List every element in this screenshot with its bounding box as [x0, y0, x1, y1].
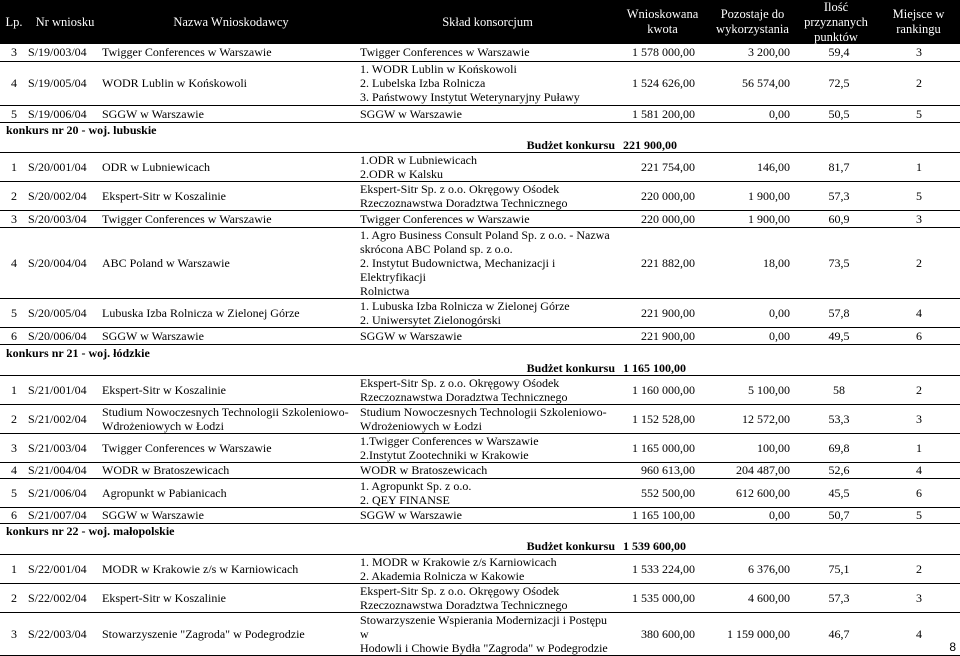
cell-sklad-konsorcjum: 1. WODR Lublin w Końskowoli 2. Lubelska Izba Rolnicza 3. Państwowy Instytut Weterynaryjny Puławy — [360, 61, 615, 105]
cell-lp: 1 — [0, 153, 28, 182]
cell-nazwa-wnioskodawcy: WODR Lublin w Końskowoli — [102, 61, 360, 105]
cell-nr-wniosku: S/19/005/04 — [28, 61, 102, 105]
cell-pozostaje: 1 159 000,00 — [703, 612, 800, 655]
header-miejsce: Miejsce w rankingu — [892, 7, 945, 36]
cell-ilosc-punktow: 58 — [800, 375, 878, 404]
cell-pozostaje: 1 900,00 — [703, 182, 800, 211]
cell-ilosc-punktow: 57,3 — [800, 583, 878, 612]
cell-ilosc-punktow: 59,4 — [800, 44, 878, 61]
cell-pozostaje: 612 600,00 — [703, 478, 800, 507]
cell-wnioskowana-kwota: 1 160 000,00 — [615, 375, 703, 404]
table-row — [0, 328, 960, 345]
cell-pozostaje: 3 200,00 — [703, 44, 800, 61]
cell-pozostaje: 6 376,00 — [703, 554, 800, 583]
header-wnioskowana-kwota: Wnioskowana kwota — [626, 7, 699, 36]
table-row — [0, 228, 960, 299]
cell-pozostaje: 56 574,00 — [703, 61, 800, 105]
table-row — [0, 153, 960, 182]
cell-pozostaje: 146,00 — [703, 153, 800, 182]
cell-wnioskowana-kwota: 552 500,00 — [615, 478, 703, 507]
cell-pozostaje: 0,00 — [703, 507, 800, 523]
table-header — [0, 0, 960, 44]
cell-nazwa-wnioskodawcy: SGGW w Warszawie — [102, 105, 360, 122]
cell-sklad-konsorcjum: 1. Agropunkt Sp. z o.o. 2. QEY FINANSE — [360, 478, 615, 507]
budget-value: 1 165 100,00 — [615, 361, 960, 376]
cell-nazwa-wnioskodawcy: Agropunkt w Pabianicach — [102, 478, 360, 507]
cell-pozostaje: 0,00 — [703, 328, 800, 345]
cell-lp: 3 — [0, 433, 28, 462]
cell-sklad-konsorcjum: SGGW w Warszawie — [360, 105, 615, 122]
table-row — [0, 61, 960, 105]
cell-pozostaje: 100,00 — [703, 433, 800, 462]
cell-ilosc-punktow: 53,3 — [800, 404, 878, 433]
cell-nazwa-wnioskodawcy: Stowarzyszenie "Zagroda" w Podegrodzie — [102, 612, 360, 655]
cell-miejsce: 4 — [878, 299, 960, 328]
section-title-row — [0, 345, 960, 361]
cell-lp: 3 — [0, 612, 28, 655]
cell-lp: 1 — [0, 375, 28, 404]
ranking-table — [0, 44, 960, 656]
cell-nazwa-wnioskodawcy: ODR w Lubniewicach — [102, 153, 360, 182]
cell-wnioskowana-kwota: 960 613,00 — [615, 462, 703, 478]
cell-sklad-konsorcjum: Studium Nowoczesnych Technologii Szkoleniowo- Wdrożeniowych w Łodzi — [360, 404, 615, 433]
cell-sklad-konsorcjum: Ekspert-Sitr Sp. z o.o. Okręgowy Ośodek Rzeczoznawstwa Doradztwa Technicznego — [360, 182, 615, 211]
cell-nr-wniosku: S/20/003/04 — [28, 211, 102, 228]
cell-nr-wniosku: S/21/001/04 — [28, 375, 102, 404]
cell-wnioskowana-kwota: 220 000,00 — [615, 211, 703, 228]
cell-wnioskowana-kwota: 221 900,00 — [615, 299, 703, 328]
cell-sklad-konsorcjum: Ekspert-Sitr Sp. z o.o. Okręgowy Ośodek Rzeczoznawstwa Doradztwa Technicznego — [360, 375, 615, 404]
cell-ilosc-punktow: 50,5 — [800, 105, 878, 122]
cell-wnioskowana-kwota: 1 152 528,00 — [615, 404, 703, 433]
cell-sklad-konsorcjum: 1. Lubuska Izba Rolnicza w Zielonej Górze 2. Uniwersytet Zielonogórski — [360, 299, 615, 328]
table-row — [0, 462, 960, 478]
cell-sklad-konsorcjum: 1. Agro Business Consult Poland Sp. z o.o. - Nazwa skrócona ABC Poland sp. z o.o. 2. Instytut Budownictwa, Mechanizacji i Elektryfikacji Rolnictwa — [360, 228, 615, 299]
cell-nr-wniosku: S/20/004/04 — [28, 228, 102, 299]
cell-lp: 1 — [0, 554, 28, 583]
cell-wnioskowana-kwota: 1 535 000,00 — [615, 583, 703, 612]
table-row — [0, 299, 960, 328]
cell-pozostaje: 204 487,00 — [703, 462, 800, 478]
cell-ilosc-punktow: 69,8 — [800, 433, 878, 462]
cell-lp: 2 — [0, 583, 28, 612]
cell-miejsce: 2 — [878, 554, 960, 583]
cell-pozostaje: 0,00 — [703, 299, 800, 328]
cell-ilosc-punktow: 52,6 — [800, 462, 878, 478]
cell-ilosc-punktow: 57,3 — [800, 182, 878, 211]
cell-sklad-konsorcjum: SGGW w Warszawie — [360, 507, 615, 523]
cell-lp: 4 — [0, 228, 28, 299]
table-row — [0, 404, 960, 433]
cell-miejsce: 3 — [878, 404, 960, 433]
budget-label: Budżet konkursu — [0, 539, 615, 554]
cell-ilosc-punktow: 57,8 — [800, 299, 878, 328]
table-row — [0, 433, 960, 462]
cell-miejsce: 5 — [878, 105, 960, 122]
budget-label: Budżet konkursu — [0, 138, 615, 153]
cell-nr-wniosku: S/20/002/04 — [28, 182, 102, 211]
cell-ilosc-punktow: 46,7 — [800, 612, 878, 655]
cell-sklad-konsorcjum: WODR w Bratoszewicach — [360, 462, 615, 478]
cell-miejsce: 5 — [878, 507, 960, 523]
cell-wnioskowana-kwota: 220 000,00 — [615, 182, 703, 211]
budget-label: Budżet konkursu — [0, 361, 615, 376]
table-row — [0, 612, 960, 655]
cell-lp: 2 — [0, 404, 28, 433]
cell-lp: 5 — [0, 299, 28, 328]
cell-miejsce: 3 — [878, 583, 960, 612]
cell-nazwa-wnioskodawcy: MODR w Krakowie z/s w Karniowicach — [102, 554, 360, 583]
table-row — [0, 375, 960, 404]
budget-row — [0, 361, 960, 376]
cell-sklad-konsorcjum: SGGW w Warszawie — [360, 328, 615, 345]
cell-wnioskowana-kwota: 1 165 100,00 — [615, 507, 703, 523]
cell-lp: 2 — [0, 182, 28, 211]
cell-nazwa-wnioskodawcy: Twigger Conferences w Warszawie — [102, 433, 360, 462]
cell-wnioskowana-kwota: 221 882,00 — [615, 228, 703, 299]
cell-lp: 5 — [0, 478, 28, 507]
cell-sklad-konsorcjum: Twigger Conferences w Warszawie — [360, 44, 615, 61]
cell-lp: 5 — [0, 105, 28, 122]
section-title-row — [0, 523, 960, 539]
header-nazwa-wnioskodawcy: Nazwa Wnioskodawcy — [173, 14, 289, 29]
header-ilosc-punktow: Ilość przyznanych punktów — [804, 0, 868, 44]
cell-sklad-konsorcjum: 1.Twigger Conferences w Warszawie 2.Instytut Zootechniki w Krakowie — [360, 433, 615, 462]
budget-row — [0, 539, 960, 554]
table-row — [0, 583, 960, 612]
budget-row — [0, 138, 960, 153]
cell-nazwa-wnioskodawcy: Studium Nowoczesnych Technologii Szkoleniowo- Wdrożeniowych w Łodzi — [102, 404, 360, 433]
section-title: konkurs nr 21 - woj. łódzkie — [6, 345, 150, 360]
cell-ilosc-punktow: 75,1 — [800, 554, 878, 583]
budget-value: 1 539 600,00 — [615, 539, 960, 554]
table-row — [0, 105, 960, 122]
table-row — [0, 211, 960, 228]
cell-pozostaje: 0,00 — [703, 105, 800, 122]
cell-ilosc-punktow: 60,9 — [800, 211, 878, 228]
table-row — [0, 507, 960, 523]
section-title: konkurs nr 20 - woj. lubuskie — [6, 123, 157, 138]
table-row — [0, 182, 960, 211]
page-number: 8 — [949, 640, 956, 654]
cell-wnioskowana-kwota: 380 600,00 — [615, 612, 703, 655]
cell-miejsce: 1 — [878, 433, 960, 462]
cell-lp: 3 — [0, 44, 28, 61]
table-row — [0, 44, 960, 61]
cell-nazwa-wnioskodawcy: WODR w Bratoszewicach — [102, 462, 360, 478]
cell-miejsce: 4 — [878, 462, 960, 478]
cell-wnioskowana-kwota: 221 900,00 — [615, 328, 703, 345]
cell-pozostaje: 1 900,00 — [703, 211, 800, 228]
cell-nr-wniosku: S/21/003/04 — [28, 433, 102, 462]
cell-ilosc-punktow: 72,5 — [800, 61, 878, 105]
cell-nr-wniosku: S/19/003/04 — [28, 44, 102, 61]
cell-nr-wniosku: S/22/002/04 — [28, 583, 102, 612]
cell-nazwa-wnioskodawcy: ABC Poland w Warszawie — [102, 228, 360, 299]
cell-nr-wniosku: S/20/001/04 — [28, 153, 102, 182]
table-row — [0, 554, 960, 583]
cell-wnioskowana-kwota: 1 165 000,00 — [615, 433, 703, 462]
cell-miejsce: 6 — [878, 328, 960, 345]
cell-ilosc-punktow: 50,7 — [800, 507, 878, 523]
cell-miejsce: 5 — [878, 182, 960, 211]
cell-sklad-konsorcjum: Twigger Conferences w Warszawie — [360, 211, 615, 228]
cell-nazwa-wnioskodawcy: Ekspert-Sitr w Koszalinie — [102, 583, 360, 612]
cell-nazwa-wnioskodawcy: SGGW w Warszawie — [102, 328, 360, 345]
table-row — [0, 478, 960, 507]
cell-lp: 3 — [0, 211, 28, 228]
cell-sklad-konsorcjum: Stowarzyszenie Wspierania Modernizacji i Postępu w Hodowli i Chowie Bydła "Zagroda" w Podegrodzie — [360, 612, 615, 655]
cell-nazwa-wnioskodawcy: Ekspert-Sitr w Koszalinie — [102, 182, 360, 211]
cell-pozostaje: 4 600,00 — [703, 583, 800, 612]
cell-nr-wniosku: S/21/006/04 — [28, 478, 102, 507]
header-pozostaje: Pozostaje do wykorzystania — [716, 7, 789, 36]
cell-miejsce: 2 — [878, 375, 960, 404]
cell-pozostaje: 5 100,00 — [703, 375, 800, 404]
cell-wnioskowana-kwota: 1 578 000,00 — [615, 44, 703, 61]
cell-nr-wniosku: S/19/006/04 — [28, 105, 102, 122]
cell-ilosc-punktow: 73,5 — [800, 228, 878, 299]
cell-nazwa-wnioskodawcy: Lubuska Izba Rolnicza w Zielonej Górze — [102, 299, 360, 328]
cell-lp: 6 — [0, 507, 28, 523]
cell-wnioskowana-kwota: 1 524 626,00 — [615, 61, 703, 105]
cell-nr-wniosku: S/20/006/04 — [28, 328, 102, 345]
cell-nr-wniosku: S/20/005/04 — [28, 299, 102, 328]
cell-ilosc-punktow: 45,5 — [800, 478, 878, 507]
cell-ilosc-punktow: 81,7 — [800, 153, 878, 182]
cell-sklad-konsorcjum: 1. MODR w Krakowie z/s Karniowicach 2. Akademia Rolnicza w Kakowie — [360, 554, 615, 583]
header-nr-wniosku: Nr wniosku — [35, 14, 95, 29]
cell-nazwa-wnioskodawcy: SGGW w Warszawie — [102, 507, 360, 523]
header-sklad-konsorcjum: Skład konsorcjum — [442, 14, 533, 29]
header-lp: Lp. — [5, 14, 23, 29]
cell-nazwa-wnioskodawcy: Ekspert-Sitr w Koszalinie — [102, 375, 360, 404]
cell-wnioskowana-kwota: 1 533 224,00 — [615, 554, 703, 583]
cell-pozostaje: 12 572,00 — [703, 404, 800, 433]
cell-nr-wniosku: S/22/001/04 — [28, 554, 102, 583]
budget-value: 221 900,00 — [615, 138, 960, 153]
cell-wnioskowana-kwota: 1 581 200,00 — [615, 105, 703, 122]
cell-lp: 4 — [0, 462, 28, 478]
cell-ilosc-punktow: 49,5 — [800, 328, 878, 345]
cell-sklad-konsorcjum: Ekspert-Sitr Sp. z o.o. Okręgowy Ośodek Rzeczoznawstwa Doradztwa Technicznego — [360, 583, 615, 612]
cell-sklad-konsorcjum: 1.ODR w Lubniewicach 2.ODR w Kalsku — [360, 153, 615, 182]
cell-wnioskowana-kwota: 221 754,00 — [615, 153, 703, 182]
cell-lp: 6 — [0, 328, 28, 345]
cell-lp: 4 — [0, 61, 28, 105]
cell-nr-wniosku: S/21/002/04 — [28, 404, 102, 433]
cell-miejsce: 4 — [878, 612, 960, 655]
section-title-row — [0, 122, 960, 138]
cell-miejsce: 1 — [878, 153, 960, 182]
cell-pozostaje: 18,00 — [703, 228, 800, 299]
cell-miejsce: 2 — [878, 228, 960, 299]
cell-miejsce: 3 — [878, 211, 960, 228]
cell-nr-wniosku: S/21/007/04 — [28, 507, 102, 523]
cell-nazwa-wnioskodawcy: Twigger Conferences w Warszawie — [102, 211, 360, 228]
cell-nr-wniosku: S/21/004/04 — [28, 462, 102, 478]
section-title: konkurs nr 22 - woj. małopolskie — [6, 524, 175, 539]
cell-miejsce: 6 — [878, 478, 960, 507]
cell-nr-wniosku: S/22/003/04 — [28, 612, 102, 655]
cell-miejsce: 2 — [878, 61, 960, 105]
cell-miejsce: 3 — [878, 44, 960, 61]
cell-nazwa-wnioskodawcy: Twigger Conferences w Warszawie — [102, 44, 360, 61]
